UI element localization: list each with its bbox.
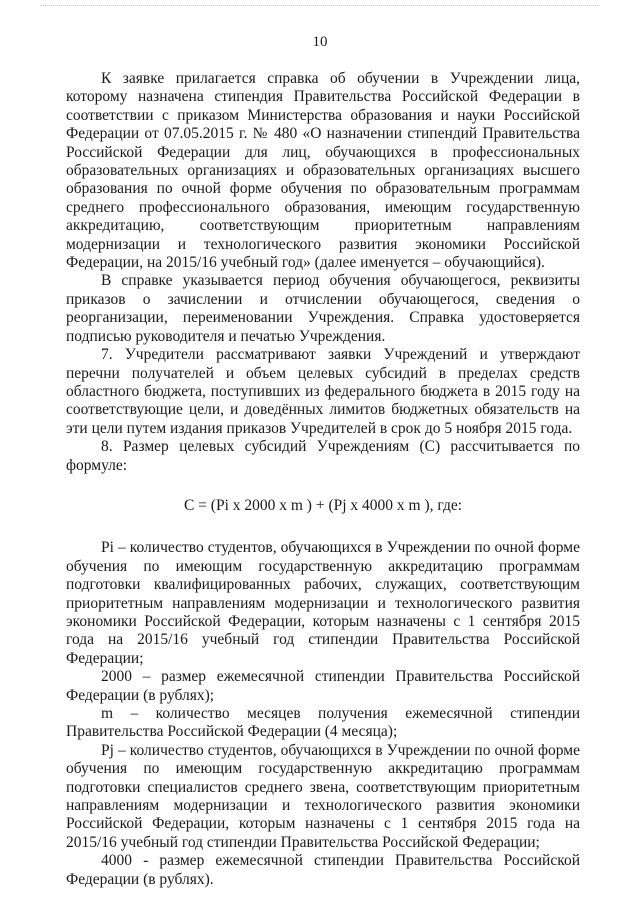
subsidy-formula: С = (Pi x 2000 x m ) + (Pj x 4000 x m ), где: [183,496,463,514]
definition-4000: 4000 - размер ежемесячной стипендии Правительства Российской Федерации (в рублях). [66,852,580,888]
page-number: 10 [312,34,328,50]
paragraph-item-8: 8. Размер целевых субсидий Учреждениям (С) рассчитывается по формуле: [66,438,580,474]
paragraph-attachment-note: К заявке прилагается справка об обучении в Учреждении лица, которому назначена стипендия Правительства Российской Федерации в соответствии с приказом Министерства образования и науки Российской Федерации от 07.05.2015 г. № 480 «О назначении стипендий Правительства Российской Федерации для лиц, обучающихся в профессиональных образовательных организациях и образовательных организациях высшего образования по очной форме обучения по образовательным программам среднего профессионального образования, имеющим государственную аккредитацию, соответствующим приоритетным направлениям модернизации и технологического развития экономики Российской Федерации, на 2015/16 учебный год» (далее именуется – обучающийся). [66,70,580,272]
paragraph-certificate-details: В справке указывается период обучения обучающегося, реквизиты приказов о зачислении и отчислении обучающегося, сведения о реорганизации, переименовании Учреждения. Справка удостоверяется подписью руководителя и печатью Учреждения. [66,272,580,345]
definition-pj: Pj – количество студентов, обучающихся в Учреждении по очной форме обучения по имеющим государственную аккредитацию программам подготовки специалистов среднего звена, соответствующим приоритетным направлениям модернизации и технологического развития экономики Российской Федерации, которым назначены с 1 сентября 2015 года на 2015/16 учебный год стипендии Правительства Российской Федерации; [66,741,580,851]
scan-artifact-line [40,5,600,9]
paragraph-item-7: 7. Учредители рассматривают заявки Учреждений и утверждают перечни получателей и объем целевых субсидий в пределах средств областного бюджета, поступивших из федерального бюджета в 2015 году на соответствующие цели, и доведённых лимитов бюджетных обязательств на эти цели путем издания приказов Учредителей в срок до 5 ноября 2015 года. [66,346,580,437]
definition-2000: 2000 – размер ежемесячной стипендии Правительства Российской Федерации (в рублях); [66,668,580,704]
definition-m: m – количество месяцев получения ежемесячной стипендии Правительства Российской Федерации (4 месяца); [66,705,580,741]
document-body [66,70,580,889]
definition-pi: Pi – количество студентов, обучающихся в Учреждении по очной форме обучения по имеющим государственную аккредитацию программам подготовки квалифицированных рабочих, служащих, соответствующим приоритетным направлениям модернизации и технологического развития экономики Российской Федерации, которым назначены с 1 сентября 2015 года на 2015/16 учебный год стипендии Правительства Российской Федерации; [66,539,580,667]
